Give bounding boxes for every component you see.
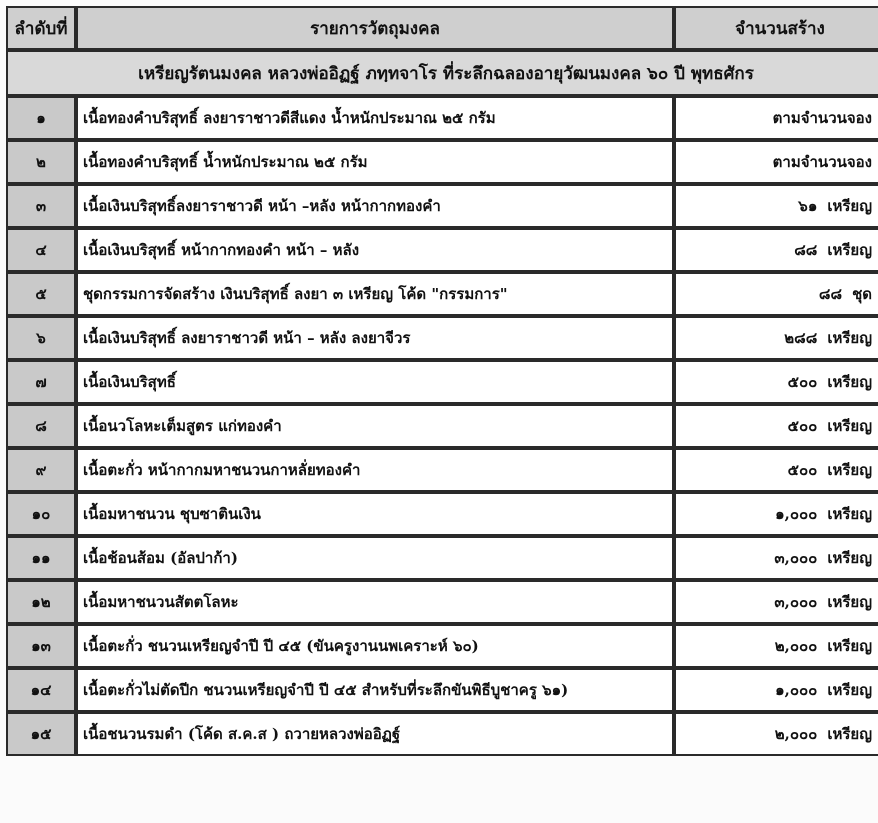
row-number: ๑๑ — [6, 536, 76, 580]
quantity-unit: ชุด — [852, 285, 872, 303]
row-number: ๑๒ — [6, 580, 76, 624]
table-row — [6, 184, 878, 228]
quantity-unit: เหรียญ — [827, 373, 872, 391]
row-item: เนื้อนวโลหะเต็มสูตร แก่ทองคำ — [76, 404, 674, 448]
quantity-value: ๕๐๐ — [787, 461, 818, 479]
quantity-value: ๒,๐๐๐ — [774, 725, 818, 743]
row-number: ๑ — [6, 96, 76, 140]
row-quantity — [674, 96, 878, 140]
row-item: เนื้อเงินบริสุทธิ์ — [76, 360, 674, 404]
row-quantity — [674, 448, 878, 492]
row-item: ชุดกรรมการจัดสร้าง เงินบริสุทธิ์ ลงยา ๓ เหรียญ โค้ด "กรรมการ" — [76, 272, 674, 316]
table-row — [6, 404, 878, 448]
row-number: ๑๓ — [6, 624, 76, 668]
table-row — [6, 580, 878, 624]
section-title: เหรียญรัตนมงคล หลวงพ่ออิฏฐ์ ภทฺทจาโร ที่ระลึกฉลองอายุวัฒนมงคล ๖๐ ปี พุทธศักร — [6, 50, 878, 96]
quantity-unit: เหรียญ — [827, 329, 872, 347]
quantity-unit: เหรียญ — [827, 725, 872, 743]
row-quantity — [674, 712, 878, 756]
table-row — [6, 96, 878, 140]
row-quantity — [674, 624, 878, 668]
quantity-value: ๒,๐๐๐ — [774, 637, 818, 655]
quantity-value: ๓,๐๐๐ — [774, 549, 818, 567]
row-item: เนื้อมหาชนวนสัตตโลหะ — [76, 580, 674, 624]
quantity-unit: เหรียญ — [827, 461, 872, 479]
row-quantity — [674, 536, 878, 580]
header-item: รายการวัตถุมงคล — [76, 6, 674, 50]
row-item: เนื้อเงินบริสุทธิ์ลงยาราชาวดี หน้า –หลัง หน้ากากทองคำ — [76, 184, 674, 228]
row-item: เนื้อตะกั่ว ชนวนเหรียญจำปี ปี ๔๕ (ขันครูงานนพเคราะห์ ๖๐) — [76, 624, 674, 668]
quantity-value: ๕๐๐ — [787, 417, 818, 435]
quantity-value: ๓,๐๐๐ — [774, 593, 818, 611]
quantity-unit: เหรียญ — [827, 637, 872, 655]
table-row — [6, 712, 878, 756]
row-item: เนื้อทองคำบริสุทธิ์ ลงยาราชาวดีสีแดง น้ำหนักประมาณ ๒๕ กรัม — [76, 96, 674, 140]
table-row — [6, 536, 878, 580]
row-item: เนื้อเงินบริสุทธิ์ ลงยาราชาวดี หน้า – หลัง ลงยาจีวร — [76, 316, 674, 360]
quantity-value: ๒๘๘ — [784, 329, 818, 347]
row-item: เนื้อตะกั่วไม่ตัดปีก ชนวนเหรียญจำปี ปี ๔๕ สำหรับที่ระลึกขันพิธีบูชาครู ๖๑) — [76, 668, 674, 712]
table-row — [6, 140, 878, 184]
row-quantity — [674, 228, 878, 272]
row-quantity — [674, 360, 878, 404]
row-number: ๘ — [6, 404, 76, 448]
quantity-unit: เหรียญ — [827, 505, 872, 523]
row-quantity — [674, 492, 878, 536]
amulet-table — [6, 6, 878, 756]
table-row — [6, 492, 878, 536]
section-row — [6, 50, 878, 96]
quantity-value: ๑,๐๐๐ — [775, 505, 818, 523]
row-number: ๓ — [6, 184, 76, 228]
table-row — [6, 360, 878, 404]
row-number: ๒ — [6, 140, 76, 184]
quantity-unit: เหรียญ — [827, 549, 872, 567]
quantity-value: ๘๘ — [818, 285, 843, 303]
table-row — [6, 316, 878, 360]
row-number: ๔ — [6, 228, 76, 272]
row-number: ๕ — [6, 272, 76, 316]
row-number: ๑๕ — [6, 712, 76, 756]
quantity-value: ๑,๐๐๐ — [775, 681, 818, 699]
row-item: เนื้อเงินบริสุทธิ์ หน้ากากทองคำ หน้า – หลัง — [76, 228, 674, 272]
row-number: ๑๔ — [6, 668, 76, 712]
quantity-unit: เหรียญ — [827, 593, 872, 611]
row-quantity — [674, 404, 878, 448]
row-item: เนื้อทองคำบริสุทธิ์ น้ำหนักประมาณ ๒๕ กรัม — [76, 140, 674, 184]
quantity-unit: เหรียญ — [827, 241, 872, 259]
row-quantity — [674, 668, 878, 712]
table-row — [6, 668, 878, 712]
quantity-unit: เหรียญ — [827, 417, 872, 435]
row-number: ๗ — [6, 360, 76, 404]
row-quantity — [674, 272, 878, 316]
table-row — [6, 272, 878, 316]
quantity-unit: ตามจำนวนจอง — [772, 153, 872, 171]
table-row — [6, 624, 878, 668]
row-number: ๖ — [6, 316, 76, 360]
row-item: เนื้อช้อนส้อม (อัลปาก้า) — [76, 536, 674, 580]
row-item: เนื้อมหาชนวน ชุบซาตินเงิน — [76, 492, 674, 536]
table-row — [6, 228, 878, 272]
header-qty: จำนวนสร้าง — [674, 6, 878, 50]
row-item: เนื้อตะกั่ว หน้ากากมหาชนวนกาหลั่ยทองคำ — [76, 448, 674, 492]
row-quantity — [674, 580, 878, 624]
quantity-value: ๘๘ — [794, 241, 818, 259]
quantity-value: ๖๑ — [798, 197, 818, 215]
row-quantity — [674, 184, 878, 228]
row-number: ๑๐ — [6, 492, 76, 536]
table-row — [6, 448, 878, 492]
row-quantity — [674, 316, 878, 360]
quantity-unit: ตามจำนวนจอง — [772, 109, 872, 127]
row-quantity — [674, 140, 878, 184]
header-no: ลำดับที่ — [6, 6, 76, 50]
quantity-unit: เหรียญ — [827, 197, 872, 215]
quantity-value: ๕๐๐ — [787, 373, 818, 391]
row-number: ๙ — [6, 448, 76, 492]
header-row — [6, 6, 878, 50]
quantity-unit: เหรียญ — [827, 681, 872, 699]
row-item: เนื้อชนวนรมดำ (โค้ด ส.ค.ส ) ถวายหลวงพ่ออิฏฐ์ — [76, 712, 674, 756]
